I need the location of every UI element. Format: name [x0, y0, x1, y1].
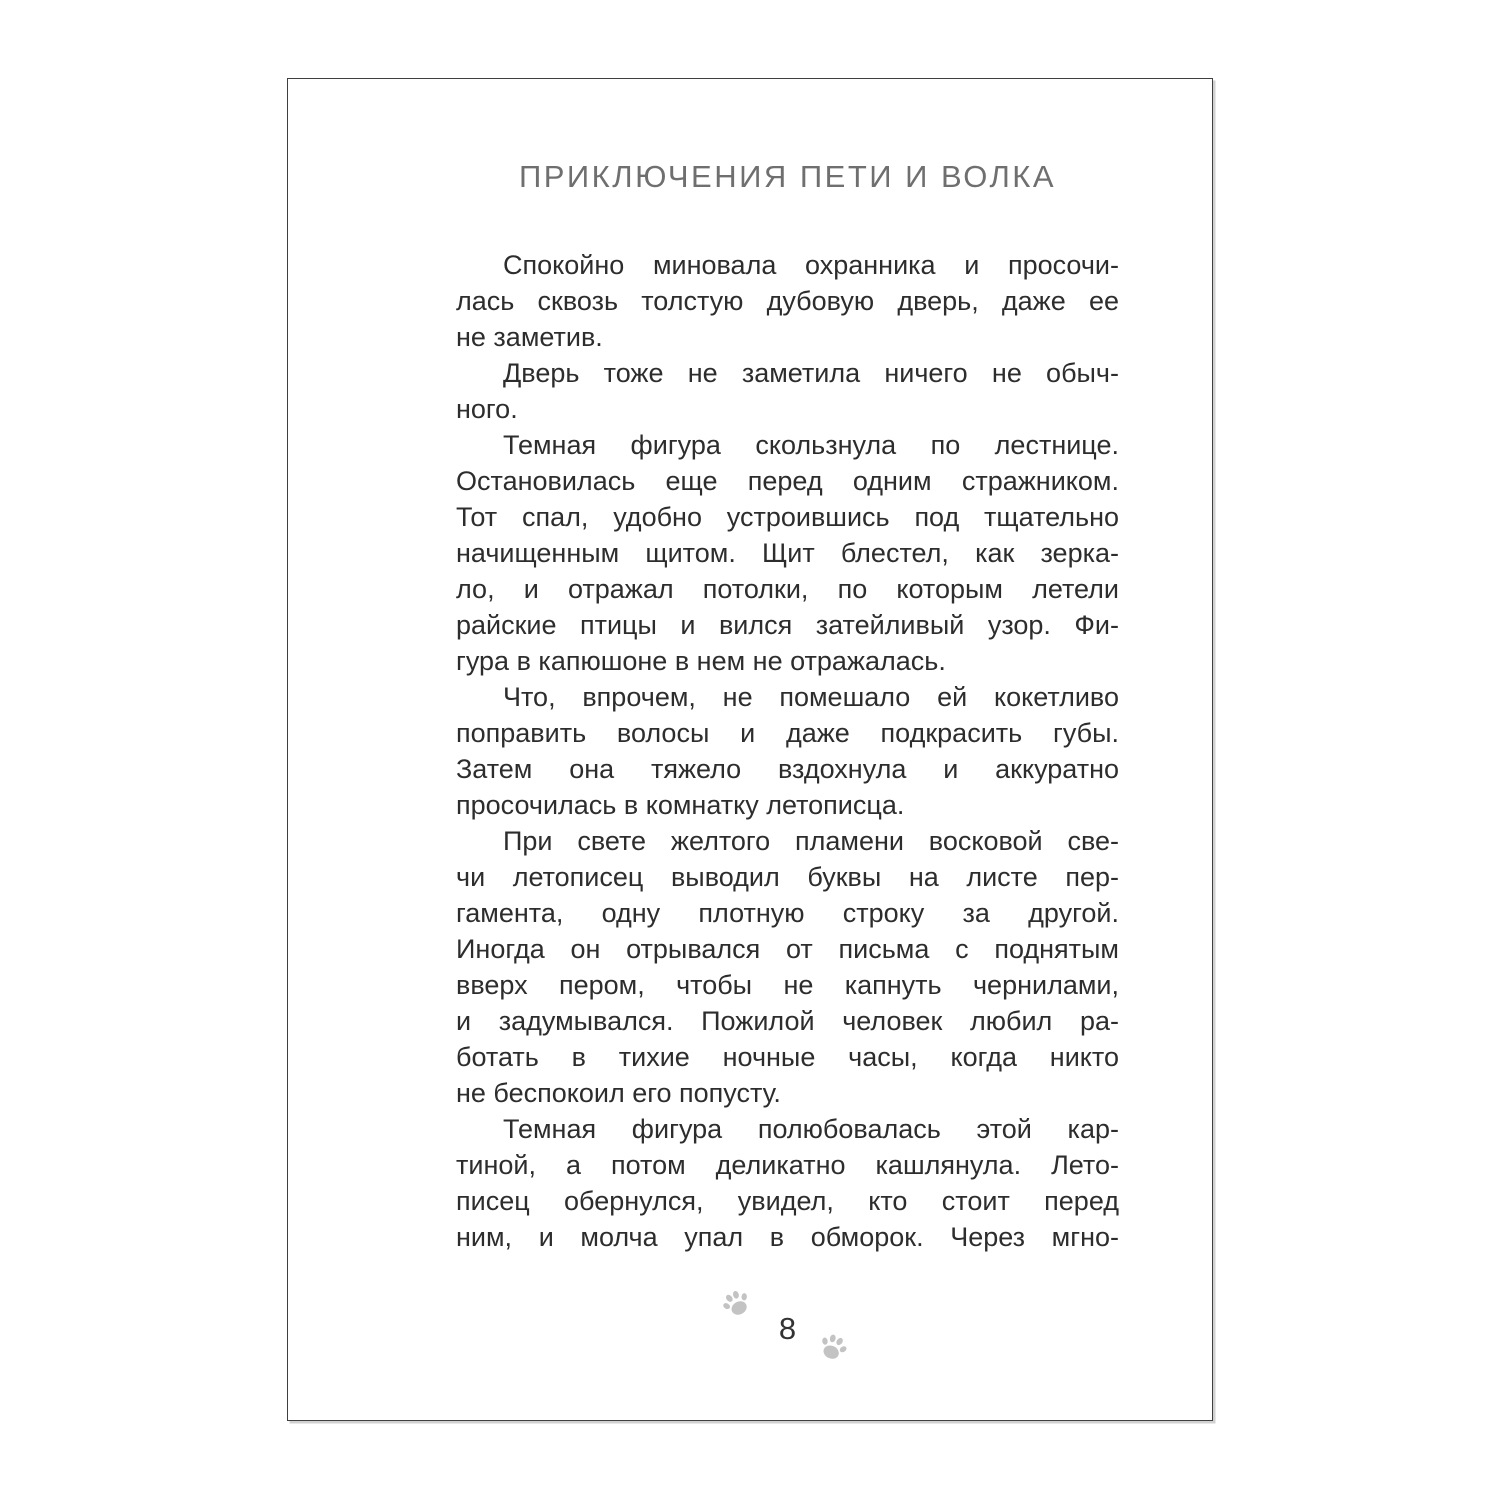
paragraph [456, 823, 1119, 1111]
text-line: тиной, а потом деликатно кашлянула. Лето- [456, 1150, 1119, 1180]
text-line: ло, и отражал потолки, по которым летели [456, 574, 1119, 604]
page-content [456, 159, 1119, 1355]
paragraph [456, 1111, 1119, 1255]
text-line: Дверь тоже не заметила ничего не обыч- [503, 358, 1119, 388]
page-title: ПРИКЛЮЧЕНИЯ ПЕТИ И ВОЛКА [518, 159, 1057, 194]
paw-print-icon [813, 1328, 853, 1368]
text-line: просочилась в комнатку летописца. [456, 790, 905, 820]
text-line: ботать в тихие ночные часы, когда никто [456, 1042, 1119, 1072]
text-line: гура в капюшоне в нем не отражалась. [456, 646, 946, 676]
text-line: поправить волосы и даже подкрасить губы. [456, 718, 1119, 748]
paragraph [456, 355, 1119, 427]
text-line: Иногда он отрывался от письма с поднятым [456, 934, 1119, 964]
book-page [287, 78, 1213, 1421]
text-line: Остановилась еще перед одним стражником. [456, 466, 1119, 496]
text-line: Что, впрочем, не помешало ей кокетливо [503, 682, 1119, 712]
text-line: вверх пером, чтобы не капнуть чернилами, [456, 970, 1119, 1000]
paragraph [456, 427, 1119, 679]
paragraph [456, 679, 1119, 823]
text-line: не заметив. [456, 322, 603, 352]
text-line: не беспокоил его попусту. [456, 1078, 781, 1108]
text-line: писец обернулся, увидел, кто стоит перед [456, 1186, 1119, 1216]
paw-print-icon [716, 1284, 757, 1325]
text-line: ного. [456, 394, 518, 424]
page-number: 8 [778, 1311, 797, 1346]
text-line: При свете желтого пламени восковой све- [503, 826, 1119, 856]
text-line: чи летописец выводил буквы на листе пер- [456, 862, 1119, 892]
text-block [456, 247, 1119, 1255]
text-line: Спокойно миновала охранника и просочи- [503, 250, 1119, 280]
page-footer [456, 1311, 1119, 1355]
text-line: Темная фигура скользнула по лестнице. [503, 430, 1119, 460]
text-line: Тот спал, удобно устроившись под тщательно [456, 502, 1119, 532]
paragraph [456, 247, 1119, 355]
text-line: и задумывался. Пожилой человек любил ра- [456, 1006, 1119, 1036]
text-line: начищенным щитом. Щит блестел, как зерка- [456, 538, 1119, 568]
text-line: ним, и молча упал в обморок. Через мгно- [456, 1222, 1119, 1252]
text-line: Затем она тяжело вздохнула и аккуратно [456, 754, 1119, 784]
text-line: Темная фигура полюбовалась этой кар- [503, 1114, 1119, 1144]
text-line: лась сквозь толстую дубовую дверь, даже ее [456, 286, 1119, 316]
text-line: райские птицы и вился затейливый узор. Фи- [456, 610, 1119, 640]
text-line: гамента, одну плотную строку за другой. [456, 898, 1119, 928]
